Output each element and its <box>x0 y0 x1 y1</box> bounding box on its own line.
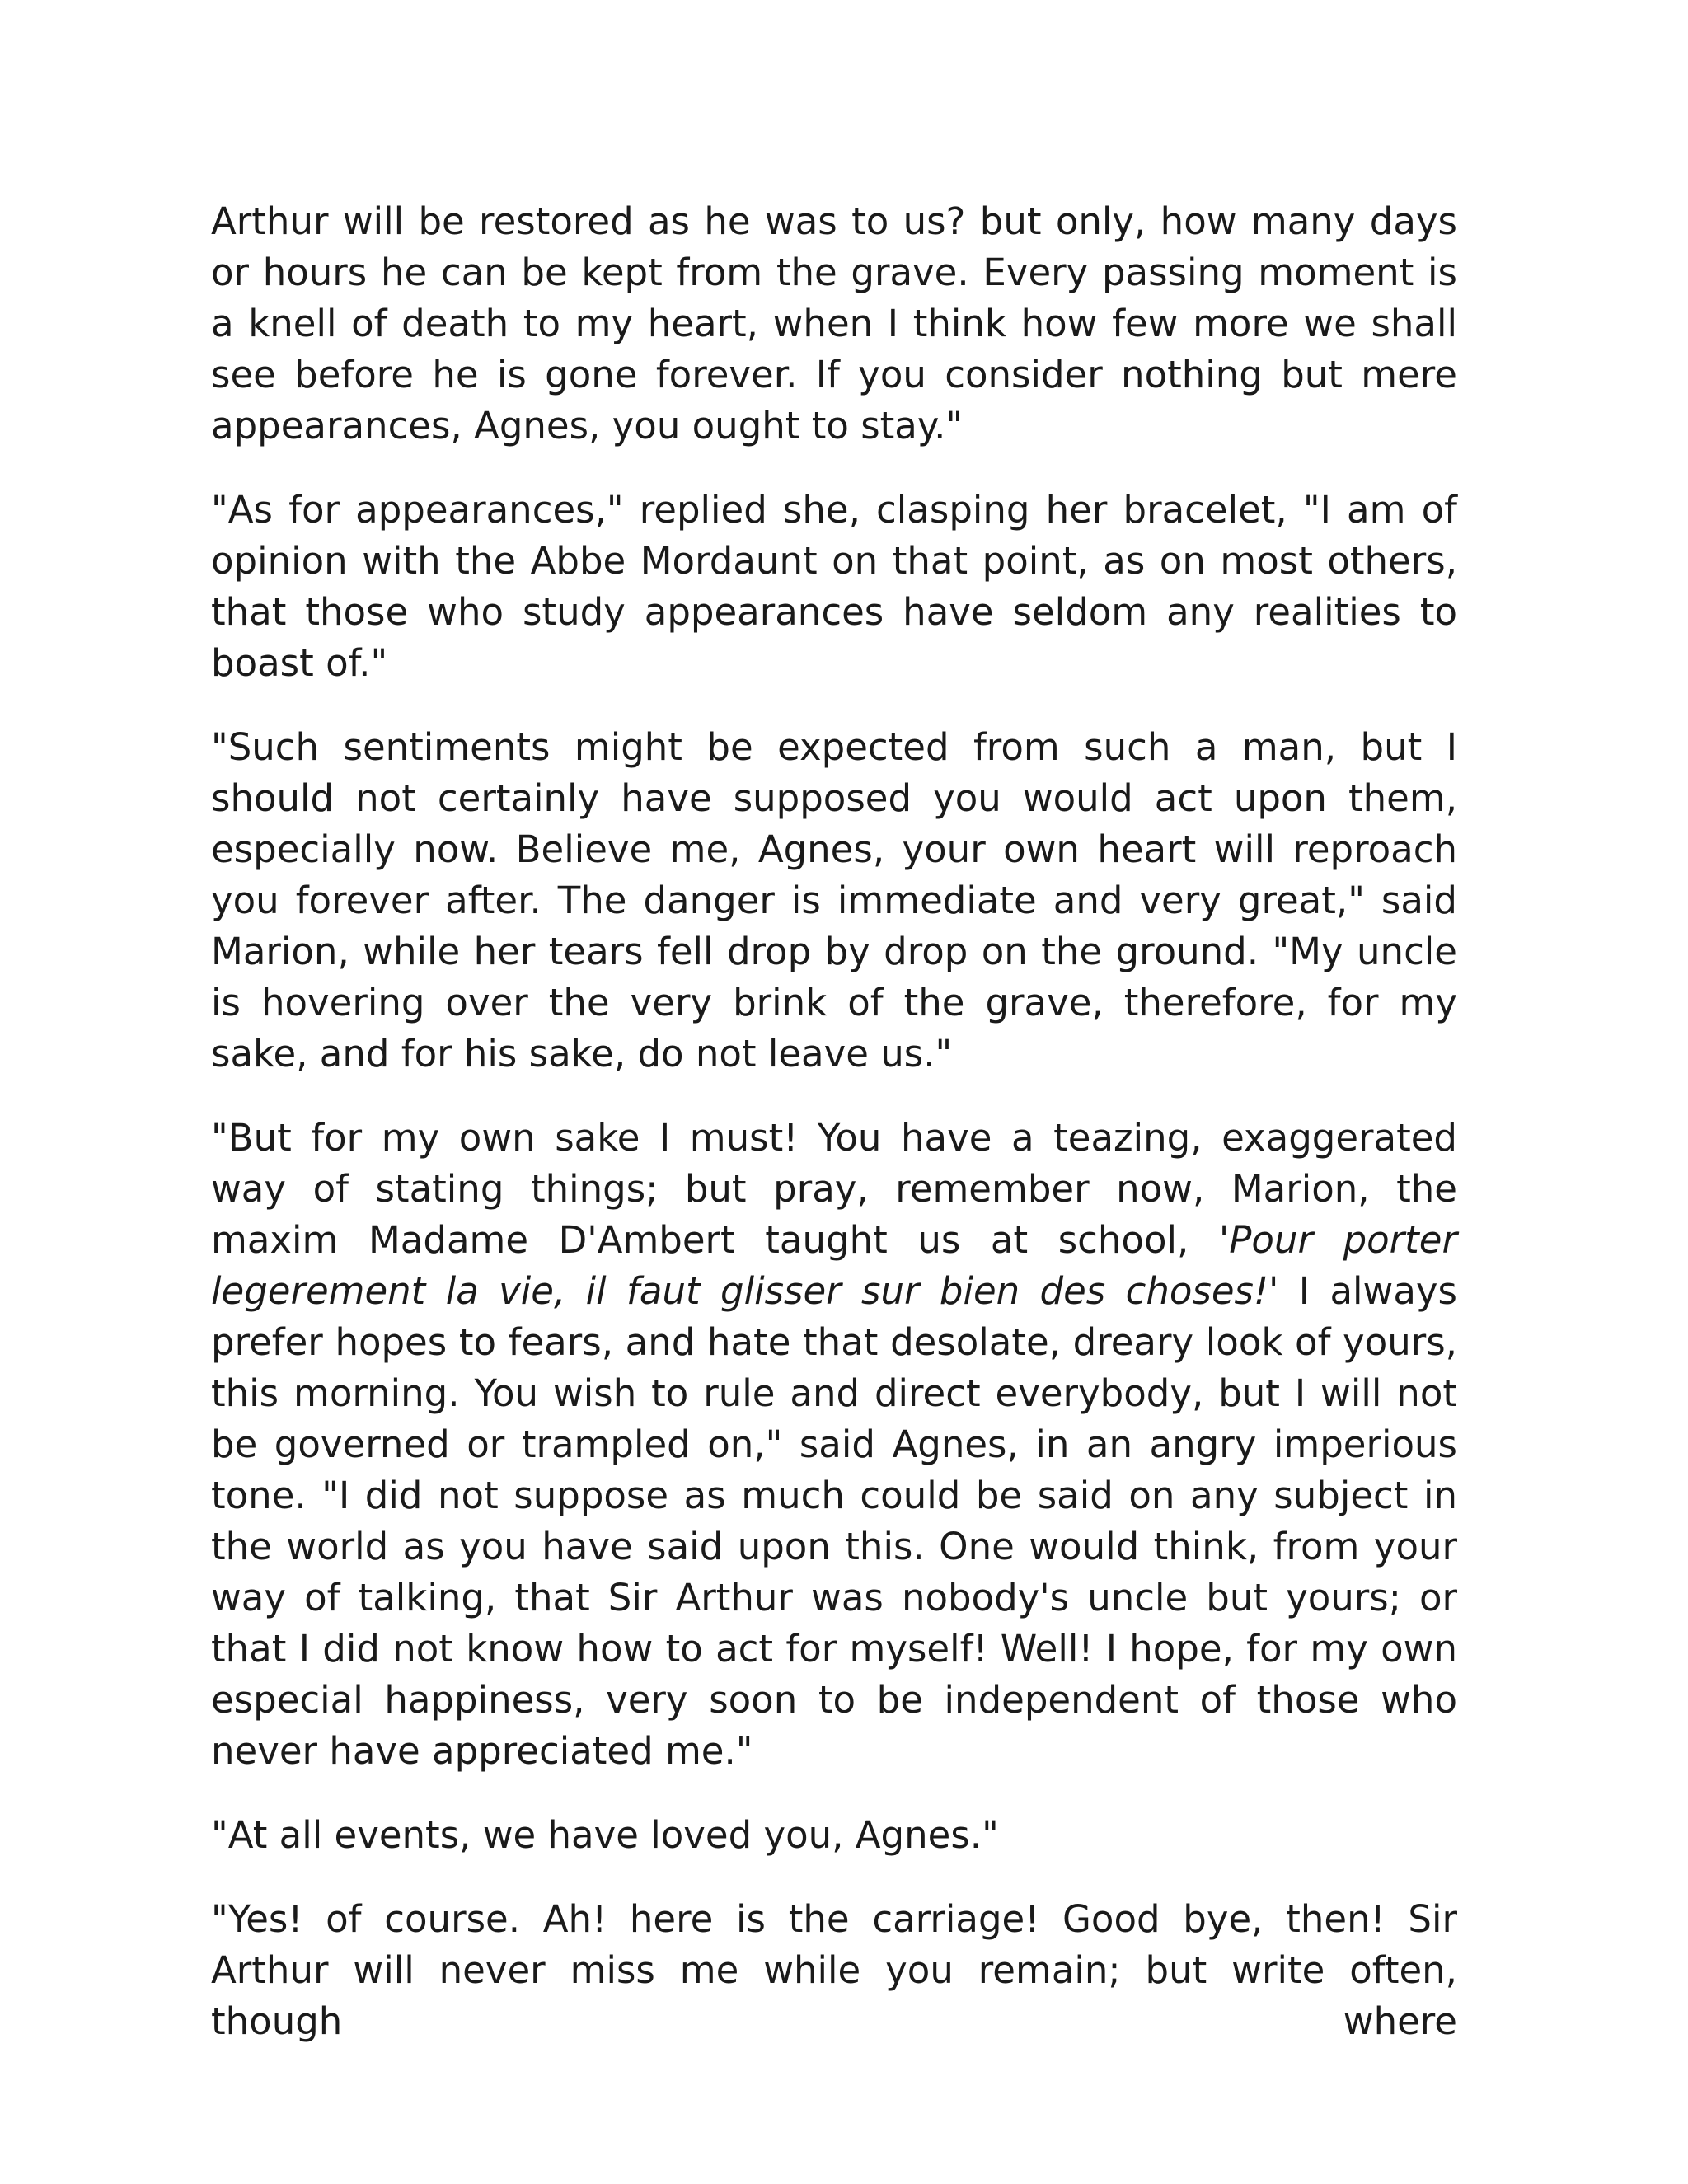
paragraph-3: "Such sentiments might be expected from such a man, but I should not certainly have supposed you would act upon them, especially now. Believe me, Agnes, your own heart will reproach you forever after. The danger is immediate and very great," said Marion, while her tears fell drop by drop on the ground. "My uncle is hovering over the very brink of the grave, therefore, for my sake, and for his sake, do not leave us." <box>211 725 1457 1076</box>
paragraph-1: Arthur will be restored as he was to us? but only, how many days or hours he can be kept from the grave. Every passing moment is a knell of death to my heart, when I think how few more we shall see before he is gone forever. If you consider nothing but mere appearances, Agnes, you ought to stay." <box>211 199 1457 448</box>
paragraph-2: "As for appearances," replied she, clasping her bracelet, "I am of opinion with the Abbe Mordaunt on that point, as on most others, that those who study appearances have seldom any realities to boast of." <box>211 488 1457 685</box>
paragraph-4-text-b: ' I always prefer hopes to fears, and hate that desolate, dreary look of yours, this morning. You wish to rule and direct everybody, but I will not be governed or trampled on," said Agnes, in an angry imperious tone. "I did not suppose as much could be said on any subject in the world as you have said upon this. One would think, from your way of talking, that Sir Arthur was nobody's uncle but yours; or that I did not know how to act for myself! Well! I hope, for my own especial happiness, very soon to be independent of those who never have appreciated me." <box>211 1269 1457 1773</box>
paragraph-5: "At all events, we have loved you, Agnes." <box>211 1813 999 1857</box>
paragraph-4-text-a: "But for my own sake I must! You have a teazing, exaggerated way of stating things; but pray, remember now, Marion, the maxim Madame D'Ambert taught us at school, ' <box>211 1116 1457 1262</box>
paragraph-4 <box>211 1113 1457 1777</box>
french-maxim: Pour porter legerement la vie, il faut glisser sur bien des choses! <box>211 1218 1457 1313</box>
body-text <box>211 196 1457 2047</box>
paragraph-6: "Yes! of course. Ah! here is the carriage! Good bye, then! Sir Arthur will never miss me while you remain; but write often, though where <box>211 1897 1457 2043</box>
